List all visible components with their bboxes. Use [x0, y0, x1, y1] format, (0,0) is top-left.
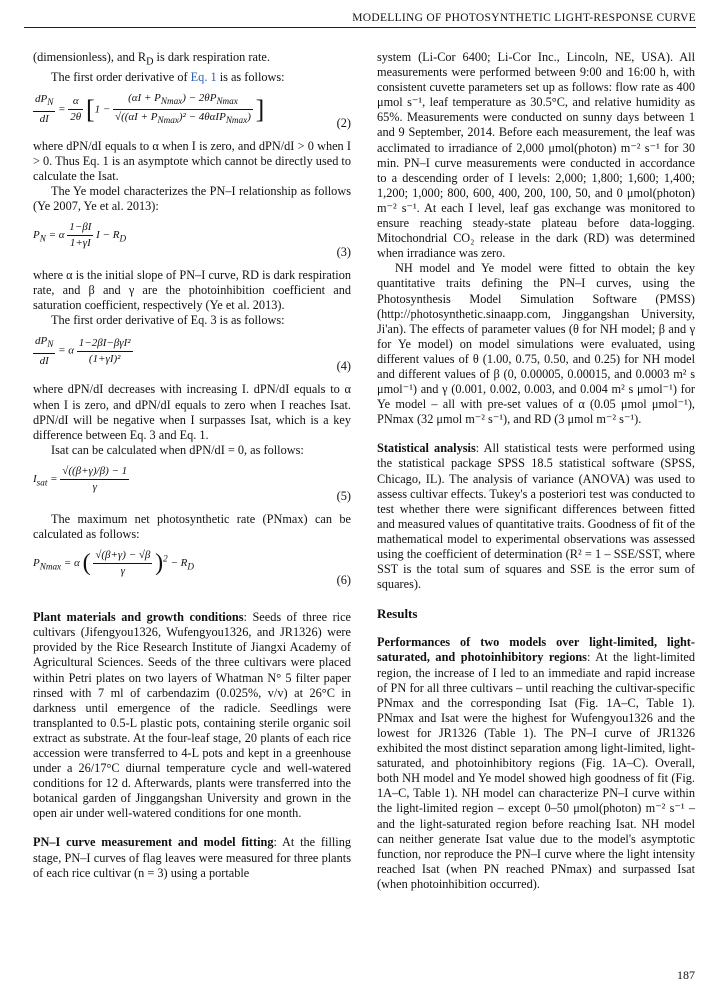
right-column [377, 50, 695, 892]
right-para-4: Performances of two models over light-limited, light-saturated, and photoinhibitory regions: At the light-limited region, the increase of I led to an immediate and rapid increase of PN for all three cultivars – until reaching the cultivar-specific PNmax and the corresponding Isat (Fig. 1A–C, Table 1). PNmax and Isat were the highest for Wufengyou1326 and the lowest for JR1326 (Table 1). The PN–I curve of JR1326 exhibited the most distinct separation among light-limited, light-saturated, and photoinhibitory regions (Fig. 1A–C). Overall, both NH model and Ye model showed high goodness of fit (Fig. 1A–C, Table 1). NH model can characterize PN–I curve within the light-limited region – except 0–50 μmol(photon) m⁻² s⁻¹ – and the light-saturated region before reaching Isat. NH model can neither generate Isat value due to the model's asymptotic function, nor reproduce the PN–I curve where the light intensity reached Isat (when PN reached PNmax) and surpassed Isat (when photoinhibition occurred). [377, 635, 695, 891]
left-para-10: Plant materials and growth conditions: Seeds of three rice cultivars (Jifengyou1326, Wufengyou1326, and JR1326) were provided by the Rice Research Institute of Jiangxi Academy of Agricultural Sciences. Seeds of the three cultivars were placed within Petri plates on two layers of Whatman N° 5 filter paper rinsed with 7 ml of carbendazim (0.025%, v/v) at 26°C in darkness until emergence of the radicle. Seedlings were transplanted to 0.5-L plastic pots, containing sterile organic soil extract as substrate. At the four-leaf stage, 20 plants of each rice accession were transferred to 4-L pots and kept in a greenhouse under a 26/17°C diurnal temperature cycle and well-watered conditions for 12 d. Afterwards, plants were transferred into the botanical garden of Jinggangshan University and grown in the open air under well-watered conditions for one month. [33, 610, 352, 821]
page-number: 187 [677, 968, 695, 982]
left-para-9: The maximum net photosynthetic rate (PNmax) can be calculated as follows: [33, 511, 351, 542]
right-para-2: NH model and Ye model were fitted to obtain the key quantitative traits defining the PN–I curves, using the Photosynthesis Model Simulation Software (PMSS) (http://photosynthetic.sinaapp.com, Jinggangshan University, Ji'an). The effects of parameter values (θ for NH model; β and γ for Ye model) on model simulations were evaluated, using different values of θ (1.00, 0.75, 0.50, and 0.25) for NH model and different values of β (0, 0.00005, 0.00015, and 0.0003 m² s μmol⁻¹) and γ (0.001, 0.002, 0.003, and 0.004 m² s μmol⁻¹) for Ye model – all with pre-set values of α (0.05 μmol μmol⁻¹), PNmax (32 μmol m⁻² s⁻¹), and RD (3 μmol m⁻² s⁻¹). [377, 261, 695, 427]
left-para-2: The first order derivative of Eq. 1 is as follows: [51, 69, 285, 84]
left-para-1: (dimensionless), and $R_D$ is dark respiration rate. [33, 50, 270, 68]
right-para-3: Statistical analysis: All statistical tests were performed using the statistical package SPSS 18.5 statistical software (SPSS, Chicago, IL). The analysis of variance (ANOVA) was used to assess cultivar effects. Tukey's a posteriori test was conducted to test whether there were significant differences between fitted and measured values of quantitative traits. Goodness of fit of the mathematical model to experimental observations was assessed using the coefficient of determination (R² = 1 – SSE/SST, where SST is the total sum of squares and SSE is the error sum of squares). [377, 441, 695, 592]
running-head: MODELLING OF PHOTOSYNTHETIC LIGHT-RESPONSE CURVE [24, 12, 696, 28]
equation-5: $I_{sat}$ = $\frac{√((\beta+\gamma)/\beta) - 1}{\gamma}$ (5) [33, 464, 351, 503]
equation-4: $\frac{dP_N}{dI}$ = α $\frac{\text{1−2βI−βγI²}}{\text{(1+γI)²}}$ (4) [35, 335, 351, 374]
left-para-4: The Ye model characterizes the PN–I relationship as follows (Ye 2007, Ye et al. 2013): [33, 183, 351, 214]
eq1-link[interactable]: Eq. 1 [190, 69, 217, 84]
left-para-6: The first order derivative of Eq. 3 is as follows: [51, 313, 285, 328]
left-column [33, 50, 351, 881]
left-para-3: where dPN/dI equals to α when I is zero, and dPN/dI > 0 when I > 0. Thus Eq. 1 is an asymptote which cannot be directly used to calculate the Isat. [33, 138, 351, 183]
left-para-7: where dPN/dI decreases with increasing I. dPN/dI equals to α when I is zero, and dPN/dI equals to zero when I reaches Isat. dPN/dI will be negative when I surpasses Isat, which is a key difference between Eq. 3 and Eq. 1. [33, 382, 351, 442]
left-para-8: Isat can be calculated when dPN/dI = 0, as follows: [51, 442, 304, 457]
left-para-11: PN–I curve measurement and model fitting: At the filling stage, PN–I curves of flag leaves were measured for three plants of each rice cultivar (n = 3) using a portable [33, 835, 351, 880]
equation-2: $\frac{dP_N}{dI}$ = $\frac{\alpha}{2\theta}$ [1 − $\frac{(\alpha I + P_{Nmax}) - 2\theta P_{Nmax}}{√((\alpha I + P_{Nmax})^2 - 4\theta\alpha IP_{Nmax})}$ ] (2) [35, 91, 351, 130]
results-heading: Results [377, 606, 418, 622]
left-para-5: where α is the initial slope of PN–I curve, RD is dark respiration rate, and β and γ are the photoinhibition coefficient and saturation coefficient, respectively (Ye et al. 2013). [33, 268, 351, 313]
equation-3: $P_N = \alpha$ $\frac{1-\beta I}{1+\gamma I}$ $I - R_D$ (3) [33, 221, 351, 260]
right-para-1: system (Li-Cor 6400; Li-Cor Inc., Lincoln, NE, USA). All measurements were performed between 9:00 and 16:00 h, with consistent cuvette parameters set up as follows: flow rate as 400 μmol s⁻¹, leaf temperature as 30.5°C, and relative humidity as 65%. Measurements were conducted on sunny days between 1 and 9 September, 2014. Before each measurement, the leaf was acclimated to irradiance of 2,000 μmol(photon) m⁻² s⁻¹ for 30 min. PN–I curve measurements were conducted in accordance to a descending order of I levels: 2,000; 1,800; 1,600; 1,400; 1,200; 1,000; 800, 600, 400, 200, 100, 50, and 0 μmol(photon) m⁻² s⁻¹. At each I level, leaf gas exchange was monitored to ensure reaching steady-state plateau before data-logging. Mitochondrial CO₂ release in the dark (RD) was determined when irradiance was zero. [377, 50, 695, 261]
equation-6: $P_{Nmax} = \alpha$ ( $\frac{√(\beta+\gamma) - √\beta}{\gamma}$ )$^2 - R_D$ (6) [33, 549, 351, 588]
